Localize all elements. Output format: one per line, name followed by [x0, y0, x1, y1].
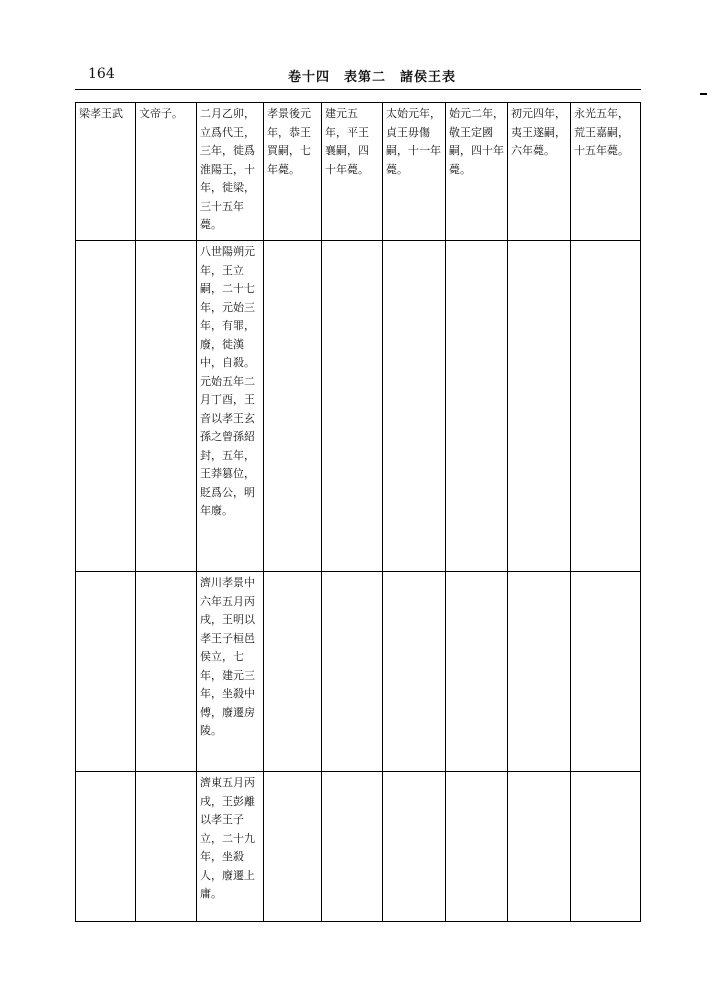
cell-text: 濟東五月丙戌，王彭離以孝王子立，二十九年，坐殺人，廢遷上庸。	[200, 776, 255, 900]
table-cell	[322, 241, 383, 572]
cell-text: 八世陽朔元年，王立嗣，二十七年，元始三年，有罪，廢，徙漢中，自殺。元始五年二月丁酉，王音以孝王玄孫之曾孫紹封，五年，王莽篡位，貶爲公，明年廢。	[200, 245, 255, 517]
table-cell	[322, 772, 383, 922]
table-cell	[264, 572, 322, 772]
table-cell	[322, 103, 383, 241]
cell-text: 濟川孝景中六年五月丙戌，王明以孝王子桓邑侯立，七年，建元三年，坐殺中傅，廢遷房陵。	[200, 576, 255, 737]
page-number: 164	[88, 66, 115, 82]
cell-text: 初元四年，夷王遂嗣，六年薨。	[511, 107, 566, 157]
genealogy-table	[75, 102, 641, 922]
table-cell	[264, 772, 322, 922]
table-cell	[571, 103, 641, 241]
table-row	[76, 241, 641, 572]
table-cell	[571, 241, 641, 572]
table-cell	[446, 103, 508, 241]
margin-mark	[700, 93, 707, 95]
table-cell	[508, 772, 571, 922]
table-cell	[197, 772, 264, 922]
table-cell	[136, 241, 197, 572]
cell-text: 建元五年，平王襄嗣，四十年薨。	[325, 107, 369, 176]
header-rule	[75, 89, 641, 90]
table-cell	[136, 572, 197, 772]
table-cell	[197, 572, 264, 772]
table-cell	[508, 103, 571, 241]
running-head: 卷十四 表第二 諸侯王表	[288, 70, 457, 85]
table-row	[76, 772, 641, 922]
table-cell	[197, 241, 264, 572]
cell-text: 二月乙卯，立爲代王，三年，徙爲淮陽王，十年，徙梁，三十五年薨。	[200, 107, 255, 231]
table-cell	[322, 572, 383, 772]
table-row	[76, 103, 641, 241]
table-cell	[383, 103, 446, 241]
table-cell	[446, 241, 508, 572]
table-cell	[383, 772, 446, 922]
table-cell	[76, 103, 136, 241]
table-cell	[76, 772, 136, 922]
cell-text: 文帝子。	[139, 107, 183, 120]
table-cell	[446, 572, 508, 772]
cell-text: 永光五年，荒王嘉嗣，十五年薨。	[574, 107, 629, 157]
table-cell	[264, 103, 322, 241]
table-row	[76, 572, 641, 772]
table-cell	[383, 241, 446, 572]
table-cell	[508, 241, 571, 572]
cell-text: 始元二年，敬王定國嗣，四十年薨。	[449, 107, 504, 176]
table-cell	[383, 572, 446, 772]
cell-text: 孝景後元年，恭王買嗣，七年薨。	[267, 107, 311, 176]
table-cell	[571, 572, 641, 772]
table-cell	[136, 103, 197, 241]
table-cell	[136, 772, 197, 922]
table-cell	[197, 103, 264, 241]
table-cell	[508, 572, 571, 772]
cell-text: 太始元年，貞王毋傷嗣，十一年薨。	[386, 107, 441, 176]
cell-text: 梁孝王武	[79, 107, 123, 120]
table-cell	[571, 772, 641, 922]
table-cell	[76, 241, 136, 572]
table-cell	[76, 572, 136, 772]
table-cell	[446, 772, 508, 922]
table-cell	[264, 241, 322, 572]
